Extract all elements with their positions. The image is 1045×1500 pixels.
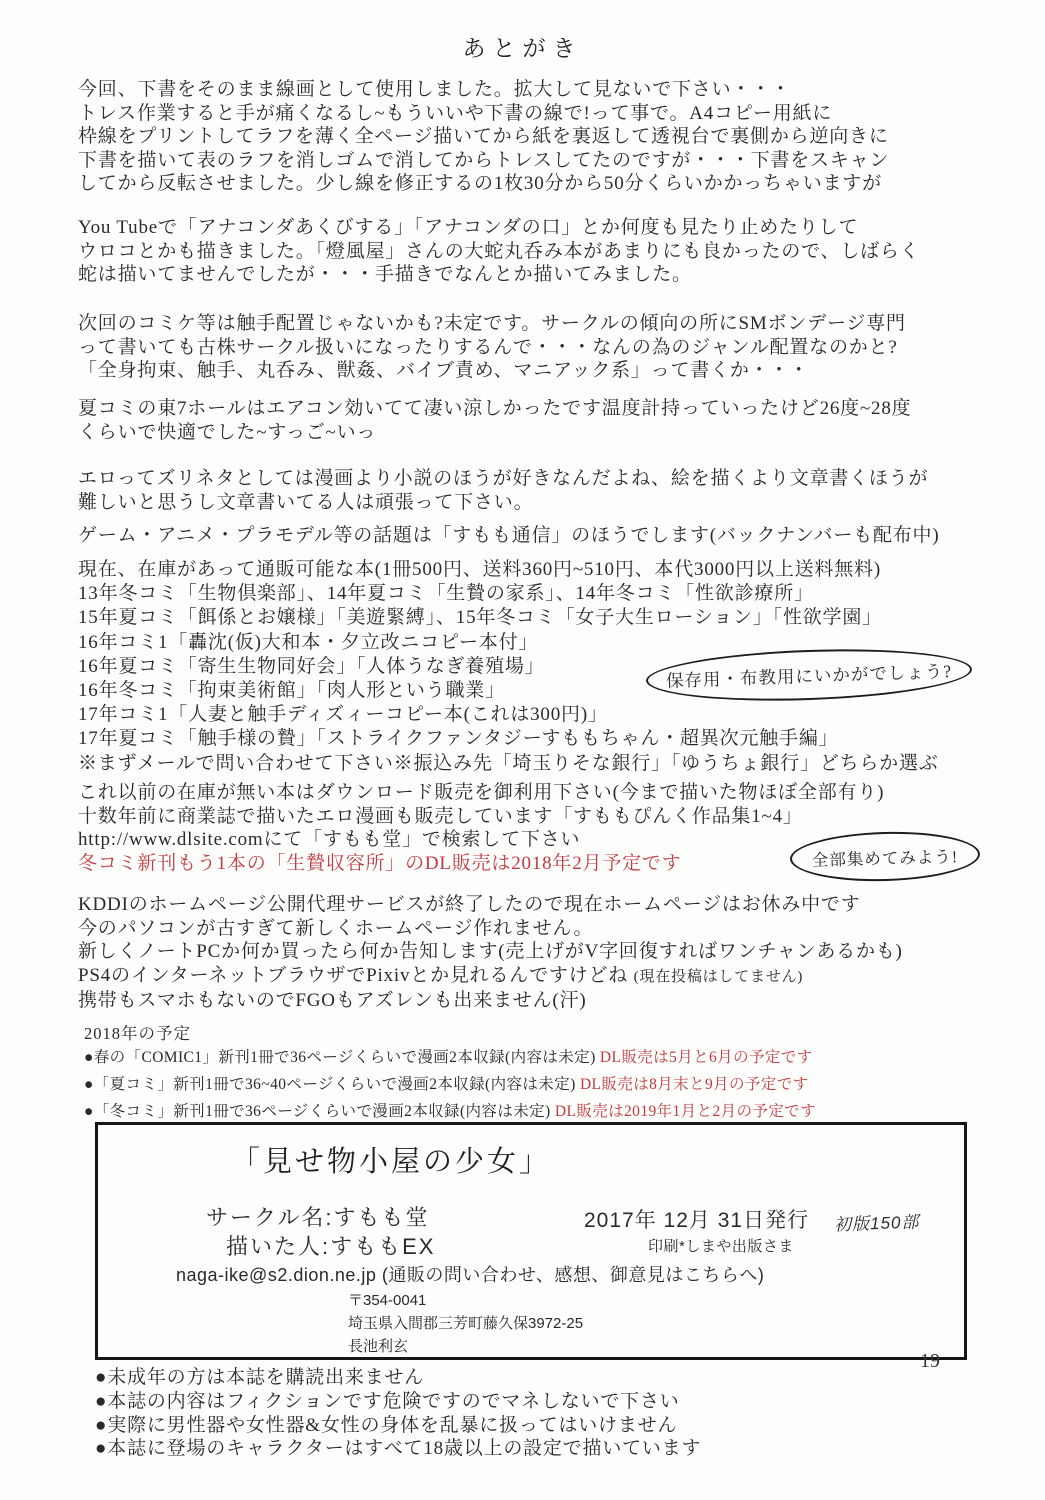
page-number: 19 (920, 1350, 940, 1372)
text-line: 十数年前に商業誌で描いたエロ漫画も販売しています「すももぴんく作品集1~4」 (78, 805, 803, 827)
page-title: あとがき (462, 36, 583, 61)
callout-text: 全部集めてみよう! (811, 846, 959, 870)
edition-note-handwritten: 初版150部 (833, 1212, 920, 1235)
mailing-address: 埼玉県入間郡三芳町藤久保3972-25 (348, 1315, 584, 1332)
text-line: 今回、下書をそのまま線画として使用しました。拡大して見ないで下さい・・・ (78, 79, 791, 100)
intro-paragraph (78, 78, 1008, 196)
disclaimer-item: ●未成年の方は本誌を購読出来ません (95, 1367, 425, 1388)
text-line: 17年コミ1「人妻と触手ディズィーコピー本(これは300円)」 (78, 704, 608, 726)
text-line: してから反転させました。少し線を修正するの1枚30分から50分くらいかかっちゃいますが (78, 173, 882, 195)
text-line: 次回のコミケ等は触手配置じゃないかも?未定です。サークルの傾向の所にSMボンデージ専門 (78, 313, 906, 334)
text-line: 新しくノートPCか何か買ったら何か告知します(売上げがV字回復すればワンチャンあるかも) (78, 941, 903, 963)
ero-paragraph (78, 467, 1008, 514)
homepage-status-paragraph (78, 893, 1008, 1013)
dlsite-url-text: http://www.dlsite.comにて「すもも堂」で検索して下さい (78, 829, 581, 851)
text-line: トレス作業すると手が痛くなるし~もういいや下書の線で!って事で。A4コピー用紙に (78, 102, 833, 124)
disclaimer-item: ●実際に男性器や女性器&女性の身体を乱暴に扱ってはいけません (95, 1414, 678, 1436)
text-line: 蛇は描いてませんでしたが・・・手描きでなんとか描いてみました。 (78, 264, 692, 286)
text-line: 下書を描いて表のラフを消しゴムで消してからトレスしてたのですが・・・下書をスキャン (78, 149, 890, 171)
text-line: 「全身拘束、触手、丸呑み、獣姦、バイブ責め、マニアック系」って書くか・・・ (78, 360, 810, 382)
schedule-list (84, 1044, 1014, 1125)
postal-code: 〒354-0041 (348, 1292, 427, 1309)
text-line: ウロコとかも描きました。「燈風屋」さんの大蛇丸呑み本があまりにも良かったので、しばらく (78, 240, 920, 262)
schedule-item-dl-date: DL販売は8月末と9月の予定です (579, 1076, 809, 1093)
text-line: 16年夏コミ「寄生生物同好会」「人体うなぎ養殖場」 (78, 655, 545, 677)
artist-name: 描いた人:すももEX (226, 1234, 436, 1259)
text-line: ※まずメールで問い合わせて下さい※振込み先「埼玉りそな銀行」「ゆうちょ銀行」どちらか選ぶ (78, 752, 939, 774)
sumomo-news-line (78, 524, 1008, 548)
schedule-item (84, 1071, 1014, 1098)
callout-text: 保存用・布教用にいかがでしょう? (665, 660, 953, 691)
text-line: ゲーム・アニメ・プラモデル等の話題は「すもも通信」のほうでします(バックナンバーも配布中) (78, 525, 940, 546)
colophon-box (95, 1122, 967, 1360)
text-line: 難しいと思うし文章書いてる人は頑張って下さい。 (78, 491, 534, 513)
schedule-item (84, 1044, 1014, 1071)
text-line: 15年夏コミ「餌係とお嬢様」「美遊緊縛」、15年冬コミ「女子大生ローション」「性欲学園」 (78, 607, 882, 629)
author-real-name: 長池利玄 (348, 1338, 409, 1355)
text-line: 16年コミ1「轟沈(仮)大和本・夕立改ニコピー本付」 (78, 631, 539, 653)
text-line: You Tubeで「アナコンダあくびする」「アナコンダの口」とか何度も見たり止めたりして (78, 217, 859, 238)
text-line: これ以前の在庫が無い本はダウンロード販売を御利用下さい(今まで描いた物ほぼ全部有り) (78, 782, 885, 803)
text-line: 16年冬コミ「拘束美術館」「肉人形という職業」 (78, 680, 505, 702)
youtube-paragraph (78, 216, 1008, 287)
publication-date: 2017年 12月 31日発行 (584, 1209, 810, 1232)
contact-email: naga-ike@s2.dion.ne.jp (通販の問い合わせ、感想、御意見はこちらへ) (176, 1265, 765, 1285)
circle-name: サークル名:すもも堂 (206, 1205, 430, 1230)
text-line: 13年冬コミ「生物倶楽部」、14年夏コミ「生贄の家系」、14年冬コミ「性欲診療所」 (78, 583, 814, 605)
text-line: 今のパソコンが古すぎて新しくホームページ作れません。 (78, 917, 594, 939)
text-line: 携帯もスマホもないのでFGOもアズレンも出来ません(汗) (78, 990, 587, 1012)
text-line: 現在、在庫があって通販可能な本(1冊500円、送料360円~510円、本代3000円以上送料無料) (78, 559, 881, 580)
disclaimer-item: ●本誌に登場のキャラクターはすべて18歳以上の設定で描いています (95, 1438, 702, 1460)
text-line: KDDIのホームページ公開代理サービスが終了したので現在ホームページはお休み中です (78, 894, 861, 915)
summer-comiket-paragraph (78, 397, 1008, 444)
small-note-segment: (現在投稿はしてません) (633, 968, 804, 985)
text-segment: PS4のインターネットブラウザでPixivとか見れるんですけどね (78, 964, 634, 986)
text-line: くらいで快適でした~すっご~いっ (78, 421, 377, 443)
comiket-paragraph (78, 312, 1008, 383)
book-title: 「見せ物小屋の少女」 (231, 1146, 552, 1178)
text-line: 枠線をプリントしてラフを薄く全ページ描いてから紙を裏返して透視台で裏側から逆向きに (78, 126, 889, 148)
text-line: 夏コミの東7ホールはエアコン効いてて凄い涼しかったです温度計持っていったけど26度~28度 (78, 398, 912, 419)
schedule-item-text: ●「夏コミ」新刊1冊で36~40ページくらいで漫画2本収録(内容は未定) (84, 1076, 580, 1093)
disclaimer-list (95, 1366, 995, 1461)
schedule-item-dl-date: DL販売は5月と6月の予定です (599, 1049, 813, 1066)
text-line: 17年夏コミ「触手様の贄」「ストライクファンタジーすももちゃん・超異次元触手編」 (78, 728, 839, 750)
text-line: エロってズリネタとしては漫画より小説のほうが好きなんだよね、絵を描くより文章書くほうが (78, 468, 929, 489)
schedule-item-text: ●春の「COMIC1」新刊1冊で36ページくらいで漫画2本収録(内容は未定) (84, 1049, 600, 1066)
text-line (78, 964, 1008, 990)
schedule-item-dl-date: DL販売は2019年1月と2月の予定です (554, 1103, 817, 1120)
schedule-header: 2018年の予定 (84, 1024, 191, 1043)
disclaimer-item: ●本誌の内容はフィクションです危険ですのでマネしないで下さい (95, 1390, 680, 1412)
schedule-item-text: ●「冬コミ」新刊1冊で36ページくらいで漫画2本収録(内容は未定) (84, 1103, 555, 1120)
schedule-item (84, 1098, 1014, 1125)
text-line: って書いても古株サークル扱いになったりするんで・・・なんの為のジャンル配置なのかと? (78, 336, 898, 358)
dl-release-announcement: 冬コミ新刊もう1本の「生贄収容所」のDL販売は2018年2月予定です (78, 852, 682, 874)
printer-credit: 印刷*しまや出版さま (648, 1238, 794, 1255)
